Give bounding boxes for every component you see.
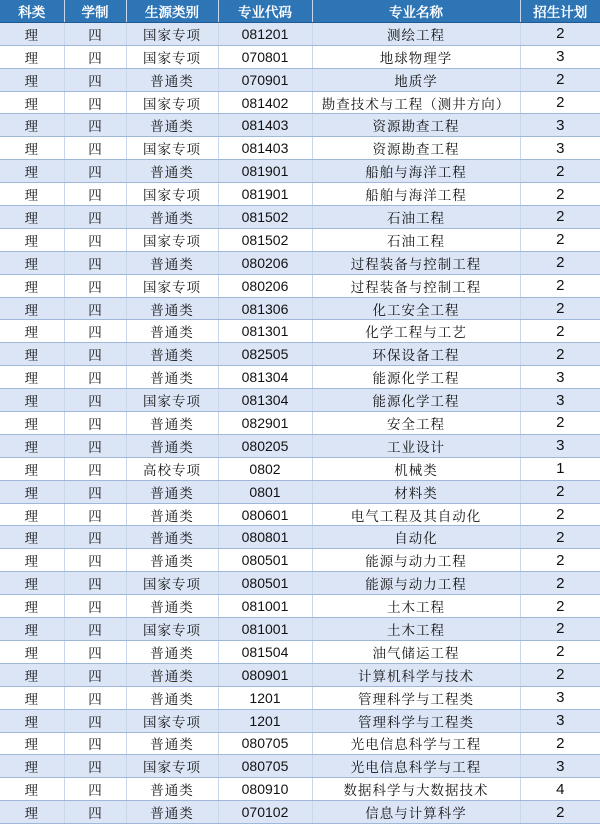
table-row (0, 480, 600, 503)
cell-major-code: 081001 (218, 595, 312, 618)
table-row (0, 320, 600, 343)
cell-duration: 四 (64, 412, 126, 435)
cell-major-name: 勘查技术与工程（测井方向） (312, 91, 520, 114)
table-row (0, 274, 600, 297)
cell-subject-type: 理 (0, 343, 64, 366)
cell-enrollment-plan: 2 (520, 343, 600, 366)
cell-subject-type: 理 (0, 640, 64, 663)
cell-student-category: 国家专项 (126, 183, 218, 206)
cell-major-code: 080910 (218, 778, 312, 801)
cell-student-category: 普通类 (126, 434, 218, 457)
table-row (0, 503, 600, 526)
cell-major-code: 081001 (218, 618, 312, 641)
cell-major-code: 0802 (218, 457, 312, 480)
cell-duration: 四 (64, 732, 126, 755)
table-row (0, 68, 600, 91)
cell-major-code: 080705 (218, 732, 312, 755)
cell-duration: 四 (64, 595, 126, 618)
cell-enrollment-plan: 1 (520, 457, 600, 480)
cell-major-name: 石油工程 (312, 228, 520, 251)
table-row (0, 755, 600, 778)
header-row (0, 0, 600, 22)
cell-enrollment-plan: 3 (520, 114, 600, 137)
cell-subject-type: 理 (0, 137, 64, 160)
cell-student-category: 国家专项 (126, 274, 218, 297)
cell-enrollment-plan: 2 (520, 663, 600, 686)
table-row (0, 801, 600, 824)
cell-duration: 四 (64, 686, 126, 709)
cell-major-code: 070102 (218, 801, 312, 824)
cell-duration: 四 (64, 343, 126, 366)
cell-enrollment-plan: 2 (520, 732, 600, 755)
cell-enrollment-plan: 2 (520, 68, 600, 91)
cell-duration: 四 (64, 274, 126, 297)
header-student-category: 生源类别 (126, 0, 218, 22)
table-row (0, 389, 600, 412)
table-row (0, 366, 600, 389)
table-row (0, 183, 600, 206)
cell-enrollment-plan: 3 (520, 686, 600, 709)
cell-student-category: 国家专项 (126, 91, 218, 114)
table-row (0, 778, 600, 801)
cell-duration: 四 (64, 297, 126, 320)
cell-subject-type: 理 (0, 618, 64, 641)
cell-major-code: 080901 (218, 663, 312, 686)
cell-student-category: 国家专项 (126, 709, 218, 732)
cell-major-name: 化学工程与工艺 (312, 320, 520, 343)
cell-enrollment-plan: 3 (520, 389, 600, 412)
table-row (0, 228, 600, 251)
table-row (0, 434, 600, 457)
cell-enrollment-plan: 2 (520, 206, 600, 229)
cell-enrollment-plan: 2 (520, 22, 600, 45)
cell-major-name: 油气储运工程 (312, 640, 520, 663)
cell-major-name: 能源化学工程 (312, 389, 520, 412)
cell-duration: 四 (64, 618, 126, 641)
cell-major-code: 081201 (218, 22, 312, 45)
cell-enrollment-plan: 2 (520, 228, 600, 251)
cell-major-code: 080205 (218, 434, 312, 457)
cell-major-code: 081502 (218, 206, 312, 229)
cell-major-code: 080501 (218, 549, 312, 572)
cell-duration: 四 (64, 114, 126, 137)
cell-major-code: 070901 (218, 68, 312, 91)
cell-major-code: 081306 (218, 297, 312, 320)
cell-enrollment-plan: 2 (520, 412, 600, 435)
cell-duration: 四 (64, 366, 126, 389)
cell-student-category: 普通类 (126, 686, 218, 709)
table-row (0, 251, 600, 274)
cell-major-code: 080501 (218, 572, 312, 595)
cell-duration: 四 (64, 572, 126, 595)
cell-enrollment-plan: 2 (520, 160, 600, 183)
cell-subject-type: 理 (0, 526, 64, 549)
cell-subject-type: 理 (0, 663, 64, 686)
cell-major-name: 资源勘查工程 (312, 114, 520, 137)
cell-subject-type: 理 (0, 160, 64, 183)
cell-major-code: 070801 (218, 45, 312, 68)
cell-student-category: 高校专项 (126, 457, 218, 480)
cell-major-code: 081403 (218, 114, 312, 137)
cell-major-name: 能源化学工程 (312, 366, 520, 389)
cell-major-name: 环保设备工程 (312, 343, 520, 366)
cell-student-category: 普通类 (126, 640, 218, 663)
cell-enrollment-plan: 3 (520, 45, 600, 68)
cell-duration: 四 (64, 160, 126, 183)
cell-major-code: 081504 (218, 640, 312, 663)
cell-subject-type: 理 (0, 366, 64, 389)
table-row (0, 457, 600, 480)
cell-subject-type: 理 (0, 686, 64, 709)
table-row (0, 137, 600, 160)
cell-enrollment-plan: 2 (520, 526, 600, 549)
cell-major-name: 船舶与海洋工程 (312, 160, 520, 183)
cell-duration: 四 (64, 549, 126, 572)
cell-major-code: 080206 (218, 251, 312, 274)
cell-subject-type: 理 (0, 434, 64, 457)
cell-major-name: 资源勘查工程 (312, 137, 520, 160)
cell-duration: 四 (64, 434, 126, 457)
cell-duration: 四 (64, 709, 126, 732)
cell-major-name: 土木工程 (312, 595, 520, 618)
cell-major-code: 080206 (218, 274, 312, 297)
cell-major-name: 材料类 (312, 480, 520, 503)
cell-student-category: 国家专项 (126, 389, 218, 412)
cell-major-name: 数据科学与大数据技术 (312, 778, 520, 801)
header-duration: 学制 (64, 0, 126, 22)
cell-duration: 四 (64, 457, 126, 480)
cell-subject-type: 理 (0, 91, 64, 114)
cell-enrollment-plan: 2 (520, 549, 600, 572)
cell-major-name: 化工安全工程 (312, 297, 520, 320)
table-row (0, 686, 600, 709)
cell-student-category: 普通类 (126, 297, 218, 320)
cell-duration: 四 (64, 663, 126, 686)
cell-major-name: 安全工程 (312, 412, 520, 435)
cell-major-name: 能源与动力工程 (312, 572, 520, 595)
cell-enrollment-plan: 2 (520, 183, 600, 206)
cell-major-name: 石油工程 (312, 206, 520, 229)
table-row (0, 45, 600, 68)
cell-student-category: 普通类 (126, 801, 218, 824)
cell-duration: 四 (64, 755, 126, 778)
cell-major-name: 管理科学与工程类 (312, 686, 520, 709)
cell-major-code: 1201 (218, 709, 312, 732)
table-body (0, 22, 600, 823)
cell-major-code: 1201 (218, 686, 312, 709)
header-enrollment-plan: 招生计划 (520, 0, 600, 22)
cell-enrollment-plan: 3 (520, 755, 600, 778)
cell-duration: 四 (64, 503, 126, 526)
cell-major-name: 管理科学与工程类 (312, 709, 520, 732)
cell-student-category: 普通类 (126, 68, 218, 91)
cell-major-code: 080705 (218, 755, 312, 778)
cell-enrollment-plan: 2 (520, 618, 600, 641)
cell-subject-type: 理 (0, 755, 64, 778)
header-subject-type: 科类 (0, 0, 64, 22)
cell-enrollment-plan: 2 (520, 503, 600, 526)
cell-subject-type: 理 (0, 732, 64, 755)
cell-major-name: 自动化 (312, 526, 520, 549)
cell-major-code: 0801 (218, 480, 312, 503)
cell-duration: 四 (64, 640, 126, 663)
cell-duration: 四 (64, 45, 126, 68)
cell-student-category: 普通类 (126, 160, 218, 183)
cell-student-category: 国家专项 (126, 22, 218, 45)
cell-subject-type: 理 (0, 480, 64, 503)
cell-subject-type: 理 (0, 114, 64, 137)
cell-major-code: 082505 (218, 343, 312, 366)
cell-subject-type: 理 (0, 251, 64, 274)
cell-major-code: 081403 (218, 137, 312, 160)
table-row (0, 732, 600, 755)
cell-enrollment-plan: 2 (520, 274, 600, 297)
cell-enrollment-plan: 2 (520, 251, 600, 274)
cell-student-category: 国家专项 (126, 572, 218, 595)
cell-enrollment-plan: 2 (520, 640, 600, 663)
cell-major-code: 081402 (218, 91, 312, 114)
cell-subject-type: 理 (0, 228, 64, 251)
table-row (0, 114, 600, 137)
table-row (0, 526, 600, 549)
cell-major-code: 081304 (218, 366, 312, 389)
cell-duration: 四 (64, 228, 126, 251)
cell-subject-type: 理 (0, 68, 64, 91)
cell-subject-type: 理 (0, 549, 64, 572)
cell-major-name: 船舶与海洋工程 (312, 183, 520, 206)
cell-major-name: 过程装备与控制工程 (312, 251, 520, 274)
cell-enrollment-plan: 2 (520, 480, 600, 503)
cell-duration: 四 (64, 320, 126, 343)
cell-enrollment-plan: 2 (520, 297, 600, 320)
cell-subject-type: 理 (0, 183, 64, 206)
cell-subject-type: 理 (0, 457, 64, 480)
cell-subject-type: 理 (0, 572, 64, 595)
cell-major-name: 土木工程 (312, 618, 520, 641)
cell-subject-type: 理 (0, 595, 64, 618)
table-row (0, 297, 600, 320)
cell-enrollment-plan: 2 (520, 595, 600, 618)
table-row (0, 618, 600, 641)
table-row (0, 412, 600, 435)
cell-major-name: 能源与动力工程 (312, 549, 520, 572)
cell-subject-type: 理 (0, 778, 64, 801)
cell-student-category: 普通类 (126, 320, 218, 343)
cell-subject-type: 理 (0, 274, 64, 297)
cell-duration: 四 (64, 801, 126, 824)
cell-major-name: 地球物理学 (312, 45, 520, 68)
table-row (0, 91, 600, 114)
cell-student-category: 国家专项 (126, 755, 218, 778)
cell-major-name: 电气工程及其自动化 (312, 503, 520, 526)
cell-student-category: 国家专项 (126, 45, 218, 68)
cell-major-name: 测绘工程 (312, 22, 520, 45)
cell-major-name: 机械类 (312, 457, 520, 480)
cell-enrollment-plan: 2 (520, 320, 600, 343)
cell-student-category: 普通类 (126, 778, 218, 801)
cell-duration: 四 (64, 137, 126, 160)
cell-student-category: 普通类 (126, 206, 218, 229)
cell-student-category: 普通类 (126, 251, 218, 274)
cell-student-category: 国家专项 (126, 228, 218, 251)
cell-subject-type: 理 (0, 206, 64, 229)
cell-major-code: 082901 (218, 412, 312, 435)
table-row (0, 343, 600, 366)
cell-enrollment-plan: 2 (520, 572, 600, 595)
cell-enrollment-plan: 3 (520, 137, 600, 160)
cell-subject-type: 理 (0, 389, 64, 412)
table-row (0, 206, 600, 229)
cell-student-category: 普通类 (126, 549, 218, 572)
cell-student-category: 国家专项 (126, 137, 218, 160)
cell-student-category: 普通类 (126, 595, 218, 618)
table-row (0, 640, 600, 663)
cell-enrollment-plan: 3 (520, 434, 600, 457)
cell-duration: 四 (64, 206, 126, 229)
cell-subject-type: 理 (0, 412, 64, 435)
cell-student-category: 普通类 (126, 366, 218, 389)
table-row (0, 709, 600, 732)
table-row (0, 22, 600, 45)
cell-duration: 四 (64, 480, 126, 503)
cell-student-category: 普通类 (126, 114, 218, 137)
cell-student-category: 国家专项 (126, 618, 218, 641)
cell-duration: 四 (64, 68, 126, 91)
cell-subject-type: 理 (0, 45, 64, 68)
cell-major-code: 081901 (218, 160, 312, 183)
cell-subject-type: 理 (0, 801, 64, 824)
header-major-code: 专业代码 (218, 0, 312, 22)
table-row (0, 549, 600, 572)
cell-duration: 四 (64, 183, 126, 206)
cell-subject-type: 理 (0, 709, 64, 732)
cell-enrollment-plan: 2 (520, 91, 600, 114)
cell-duration: 四 (64, 91, 126, 114)
cell-major-code: 081304 (218, 389, 312, 412)
cell-major-name: 计算机科学与技术 (312, 663, 520, 686)
cell-major-name: 光电信息科学与工程 (312, 755, 520, 778)
cell-major-name: 过程装备与控制工程 (312, 274, 520, 297)
cell-major-name: 信息与计算科学 (312, 801, 520, 824)
header-major-name: 专业名称 (312, 0, 520, 22)
cell-subject-type: 理 (0, 503, 64, 526)
cell-student-category: 普通类 (126, 732, 218, 755)
cell-major-name: 工业设计 (312, 434, 520, 457)
cell-subject-type: 理 (0, 22, 64, 45)
cell-student-category: 普通类 (126, 503, 218, 526)
cell-major-name: 地质学 (312, 68, 520, 91)
table-row (0, 160, 600, 183)
cell-student-category: 普通类 (126, 412, 218, 435)
cell-duration: 四 (64, 778, 126, 801)
cell-duration: 四 (64, 526, 126, 549)
cell-student-category: 普通类 (126, 343, 218, 366)
cell-major-code: 081502 (218, 228, 312, 251)
cell-enrollment-plan: 3 (520, 366, 600, 389)
cell-enrollment-plan: 2 (520, 801, 600, 824)
cell-major-code: 080801 (218, 526, 312, 549)
table-row (0, 572, 600, 595)
cell-major-code: 081901 (218, 183, 312, 206)
cell-enrollment-plan: 3 (520, 709, 600, 732)
cell-duration: 四 (64, 389, 126, 412)
cell-duration: 四 (64, 251, 126, 274)
table-row (0, 595, 600, 618)
cell-subject-type: 理 (0, 320, 64, 343)
cell-enrollment-plan: 4 (520, 778, 600, 801)
cell-major-name: 光电信息科学与工程 (312, 732, 520, 755)
cell-student-category: 普通类 (126, 663, 218, 686)
cell-major-code: 081301 (218, 320, 312, 343)
cell-student-category: 普通类 (126, 480, 218, 503)
cell-duration: 四 (64, 22, 126, 45)
cell-major-code: 080601 (218, 503, 312, 526)
cell-subject-type: 理 (0, 297, 64, 320)
table-row (0, 663, 600, 686)
cell-student-category: 普通类 (126, 526, 218, 549)
